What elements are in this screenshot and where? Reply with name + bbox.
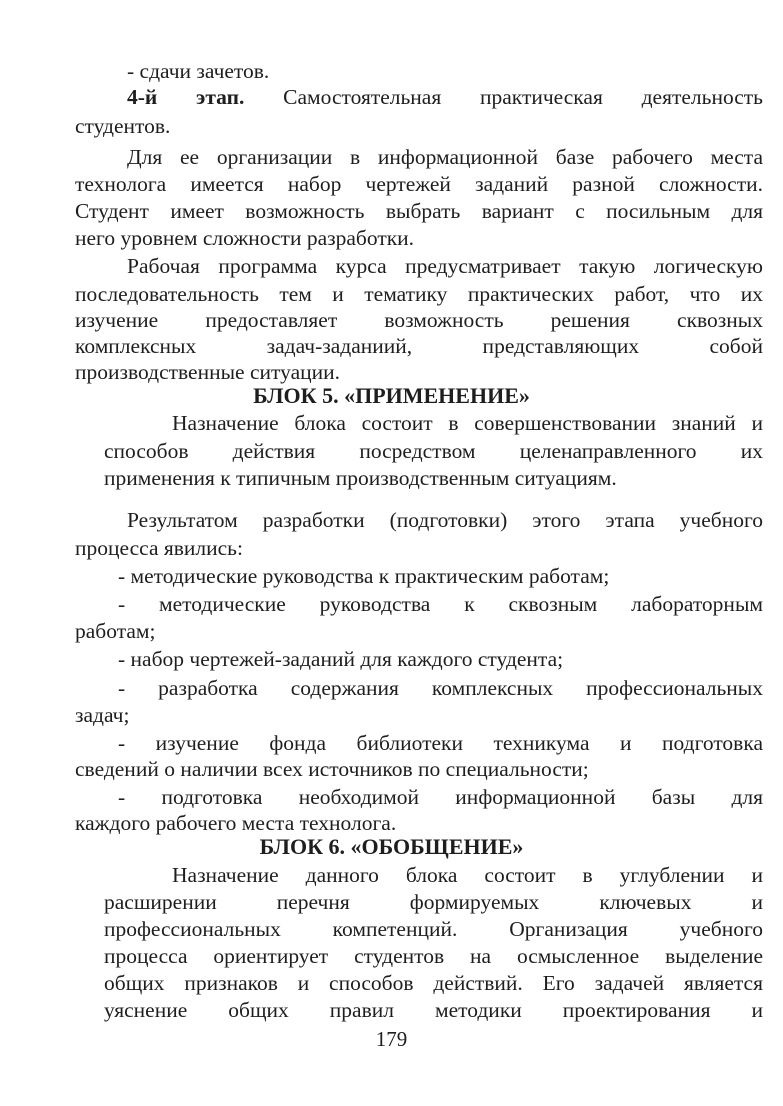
block5-title: БЛОК 5. «ПРИМЕНЕНИЕ» <box>253 383 530 408</box>
list-item-continuation: каждого рабочего места технолога. <box>75 811 397 835</box>
stage4-heading-text: Самостоятельная практическая деятельность <box>283 85 763 109</box>
paragraph-line: него уровнем сложности разработки. <box>75 226 415 250</box>
block5-purpose-line: Назначение блока состоит в совершенствовании знаний и <box>172 411 763 435</box>
block5-purpose-line: способов действия посредством целенаправленного их <box>104 439 763 463</box>
stage4-heading <box>127 84 763 110</box>
paragraph-line: Студент имеет возможность выбрать вариант с посильным для <box>75 199 763 223</box>
list-item-continuation: сведений о наличии всех источников по специальности; <box>75 757 589 781</box>
stage4-label: 4-й этап. <box>127 85 245 109</box>
page-number: 179 <box>375 1027 408 1051</box>
block6-purpose-line: Назначение данного блока состоит в углублении и <box>172 863 763 887</box>
list-item-continuation: работам; <box>75 619 156 643</box>
list-item: - разработка содержания комплексных профессиональных <box>118 676 763 700</box>
block5-purpose-line: применения к типичным производственным ситуациям. <box>104 466 617 490</box>
paragraph-line: последовательность тем и тематику практических работ, что их <box>75 282 763 306</box>
block6-purpose-line: расширении перечня формируемых ключевых и <box>104 890 763 914</box>
block6-purpose-line: профессиональных компетенций. Организация учебного <box>104 917 763 941</box>
block6-purpose-line: общих признаков и способов действий. Его задачей является <box>104 971 763 995</box>
block5-results-line: процесса явились: <box>75 536 243 560</box>
list-item: - методические руководства к практическим работам; <box>118 564 610 588</box>
paragraph-line: технолога имеется набор чертежей заданий разной сложности. <box>75 172 763 196</box>
paragraph-line: изучение предоставляет возможность решения сквозных <box>75 308 763 332</box>
list-item: - методические руководства к сквозным лабораторным <box>118 592 763 616</box>
block5-results-line: Результатом разработки (подготовки) этого этапа учебного <box>127 508 763 532</box>
stage4-heading-line2: студентов. <box>75 114 171 138</box>
paragraph-line: Рабочая программа курса предусматривает такую логическую <box>127 254 763 278</box>
block6-purpose-line: уяснение общих правил методики проектирования и <box>104 998 763 1022</box>
paragraph-line: Для ее организации в информационной базе рабочего места <box>127 145 763 169</box>
block6-purpose-line: процесса ориентирует студентов на осмысленное выделение <box>104 944 763 968</box>
list-item-tail: - сдачи зачетов. <box>127 59 270 83</box>
paragraph-line: комплексных задач-заданиий, представляющих собой <box>75 334 763 358</box>
paragraph-line: производственные ситуации. <box>75 360 341 384</box>
list-item: - подготовка необходимой информационной базы для <box>118 785 763 809</box>
block6-title: БЛОК 6. «ОБОБЩЕНИЕ» <box>259 834 524 859</box>
list-item: - изучение фонда библиотеки техникума и подготовка <box>118 731 763 755</box>
list-item-continuation: задач; <box>75 703 130 727</box>
list-item: - набор чертежей-заданий для каждого студента; <box>118 647 564 671</box>
